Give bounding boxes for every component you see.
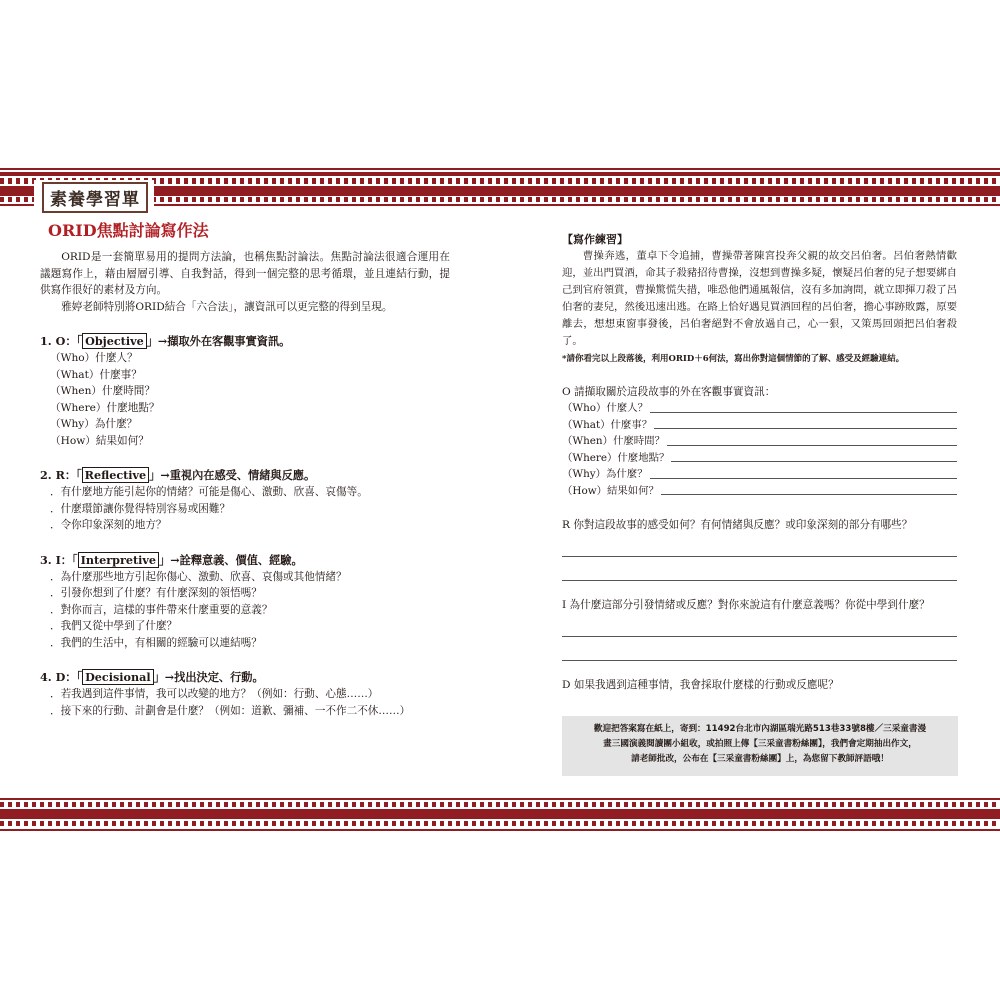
intro-paragraph-2: 雅婷老師特別將ORID結合「六合法」，讓資訊可以更完整的得到呈現。 (61, 300, 393, 313)
instruction-note: *請你看完以上段落後，利用ORID＋6何法，寫出你對這個情節的了解、感受及經驗連結。 (562, 354, 905, 364)
section-decisional (40, 669, 450, 719)
list-item: ．接下來的行動、計劃會是什麼？（例如：道歉、彌補、一不作二不休……） (50, 704, 411, 717)
list-item: ．對你而言，這樣的事件帶來什麼重要的意義？ (50, 603, 273, 616)
list-item: ．我們的生活中，有相關的經驗可以連結嗎？ (50, 636, 262, 649)
answer-field-where[interactable]: （Where）什麼地點？ (562, 450, 957, 467)
answer-line[interactable] (562, 533, 957, 557)
r-question-block (562, 517, 957, 581)
answer-line[interactable] (562, 693, 957, 717)
left-column (40, 218, 450, 719)
answer-field-what[interactable]: （What）什麼事？ (562, 417, 957, 434)
d-question-title: D 如果我遇到這種事情，我會採取什麼樣的行動或反應呢？ (562, 679, 839, 691)
intro-paragraph: ORID是一套簡單易用的提問方法論，也稱焦點討論法。焦點討論法很適合運用在議題寫作上，藉由層層引導、自我對話，得到一個完整的思考循環，並且連結行動，提供寫作很好的素材及方向。 (40, 251, 450, 296)
list-item: （What）什麼事？ (50, 368, 142, 381)
answer-field-who[interactable]: （Who）什麼人？ (562, 400, 957, 417)
list-item: ．令你印象深刻的地方？ (50, 519, 167, 531)
list-item: （Why）為什麼？ (50, 418, 138, 430)
answer-field-why[interactable]: （Why）為什麼？ (562, 466, 957, 483)
list-item: ．若我遇到這件事情，我可以改變的地方？（例如：行動、心態……） (50, 688, 379, 700)
section-reflective (40, 467, 450, 534)
list-item: ．我們又從中學到了什麼？ (50, 620, 178, 632)
bottom-decorative-band (0, 798, 1000, 832)
section-heading: 1. O：「 Objective 」→擷取外在客觀事實資訊。 (40, 334, 291, 348)
o-question-block (562, 384, 957, 499)
list-item: （Where）什麼地點？ (50, 401, 160, 414)
section-heading: 4. D：「 Decisional 」→找出決定、行動。 (40, 670, 264, 684)
r-question-title: R 你對這段故事的感受如何？有何情緒與反應？或印象深刻的部分有哪些？ (562, 519, 913, 531)
right-column (562, 232, 957, 741)
i-question-title: I 為什麼這部分引發情緒或反應？對你來說這有什麼意義嗎？你從中學到什麼？ (562, 599, 930, 611)
exercise-heading: 【寫作練習】 (562, 233, 628, 246)
answer-line[interactable] (562, 557, 957, 581)
answer-field-when[interactable]: （When）什麼時間？ (562, 433, 957, 450)
i-question-block (562, 597, 957, 661)
section-interpretive (40, 552, 450, 652)
section-heading: 3. I：「 Interpretive 」→詮釋意義、價值、經驗。 (40, 552, 303, 567)
story-paragraph: 曹操奔逃，董卓下令追捕，曹操帶著陳宮投奔父親的故交呂伯奢。呂伯奢熱情歡迎，並出門買酒，命其子殺豬招待曹操，沒想到曹操多疑，懷疑呂伯奢的兒子想要綁自己到官府領賞，曹操驚慌失措，唯恐他們通風報信，沒有多加詢問，就立即揮刀殺了呂伯奢的妻兒，然後迅速出逃。在路上恰好遇見買酒回程的呂伯奢，擔心事跡敗露，原要離去，想想東窗事發後，呂伯奢絕對不會放過自己，心一狠，又策馬回頭把呂伯奢殺了。 (562, 250, 957, 347)
list-item: ．什麼環節讓你覺得特別容易或困難？ (50, 502, 231, 515)
answer-line[interactable] (562, 613, 957, 637)
answer-line[interactable] (562, 637, 957, 661)
list-item: （How）結果如何？ (50, 434, 149, 447)
page-title: ORID焦點討論寫作法 (48, 221, 209, 240)
list-item: （When）什麼時間？ (50, 385, 155, 397)
answer-field-how[interactable]: （How）結果如何？ (562, 483, 957, 500)
o-question-title: O 請擷取關於這段故事的外在客觀事實資訊： (562, 386, 776, 398)
submission-info-box: 歡迎把答案寫在紙上，寄到：11492台北市內湖區瑞光路513巷33號8樓／三采童書漫 畫三國演義閱讀團小組收，或拍照上傳【三采童書粉絲團】，我們會定期抽出作文， 請老師批改，公布在【三采童書粉絲團】上，為您留下教師評語哦！ (562, 716, 958, 776)
list-item: ．引發你想到了什麼？有什麼深刻的領悟嗎？ (50, 587, 262, 599)
header-tag: 素養學習單 (34, 180, 154, 215)
list-item: ．有什麼地方能引起你的情緒？可能是傷心、激動、欣喜、哀傷等。 (50, 486, 368, 498)
section-objective (40, 333, 450, 449)
list-item: （Who）什麼人？ (50, 352, 138, 364)
section-heading: 2. R：「 Reflective 」→重視內在感受、情緒與反應。 (40, 468, 316, 482)
list-item: ．為什麼那些地方引起你傷心、激動、欣喜、哀傷或其他情緒？ (50, 570, 347, 583)
